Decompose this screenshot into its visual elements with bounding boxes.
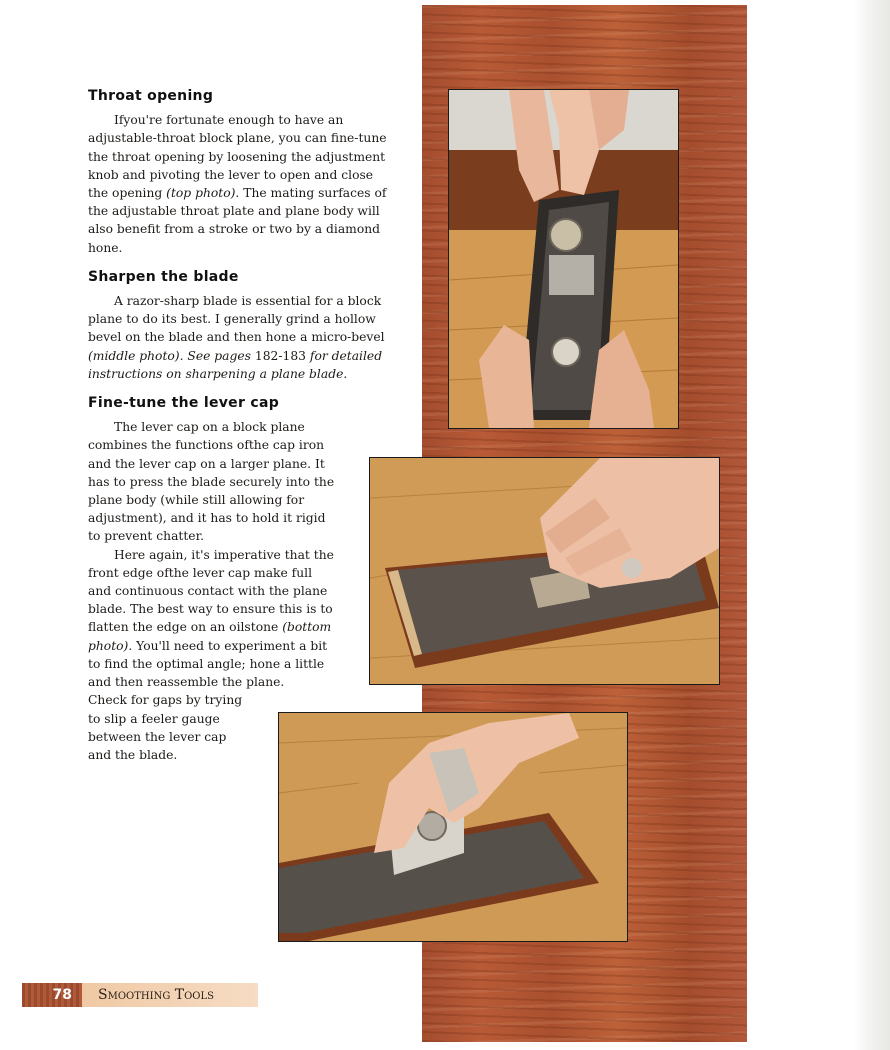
page-footer: [22, 983, 258, 1007]
paragraph-sharpen-blade: [88, 292, 388, 383]
paragraph-lever-cap-1: The lever cap on a block plane combines the functions ofthe cap iron and the lever cap on a larger plane. It has to press the blade securely into the plane body (while still allowing for adjustment), and it has to hold it rigid to prevent chatter.: [88, 420, 335, 544]
section-throat-opening: [88, 87, 388, 257]
text-run: A razor-sharp blade is essential for a block plane to do its best. I generally grind a hollow bevel on the blade and then hone a micro-bevel: [88, 294, 385, 345]
running-section-title: Smoothing Tools: [82, 983, 258, 1007]
photo-reference: (top photo): [166, 186, 236, 201]
heading-throat-opening: Throat opening: [88, 88, 214, 104]
photo-reference: (middle photo). See pages: [88, 348, 251, 363]
section-sharpen-blade: [88, 268, 388, 383]
page-reference: 182-183: [250, 348, 310, 363]
page-edge-shadow: [854, 0, 890, 1050]
page-number: 78: [22, 983, 82, 1007]
heading-sharpen-blade: Sharpen the blade: [88, 268, 239, 285]
text-run: . The mating surfaces of the adjustable throat plate and plane body will also benefit from a stroke or two by a diamond hone.: [88, 186, 387, 255]
photo-reference: (bottom photo): [88, 620, 332, 653]
section-fine-tune-lever-cap: [88, 394, 388, 764]
photo-top-throat-adjustment: [448, 89, 679, 429]
heading-fine-tune-lever-cap: Fine-tune the lever cap: [88, 395, 280, 412]
text-run: Ifyou're fortunate enough to have an adjustable-throat block plane, you can fine-tune the throat opening by loosening the adjustment knob and pivoting the lever to open and close the opening: [88, 113, 387, 201]
body-text-column: [88, 87, 388, 775]
photo-middle-honing-blade: [369, 457, 720, 685]
text-run: Here again, it's imperative that the front edge ofthe lever cap make full and continuous contact with the plane blade. The best way to ensure this is to flatten the edge on an oilstone: [88, 547, 334, 635]
paragraph-lever-cap-3: Check for gaps by trying to slip a feeler gauge between the lever cap and the blade.: [88, 693, 243, 762]
text-run: .: [343, 366, 348, 381]
paragraph-lever-cap-2: [88, 546, 338, 692]
cross-reference: for detailed instructions on sharpening a plane blade: [88, 348, 383, 381]
paragraph-throat-opening: [88, 111, 388, 257]
text-run: . You'll need to experiment a bit to find the optimal angle; hone a little and then reassemble the plane.: [88, 638, 328, 690]
